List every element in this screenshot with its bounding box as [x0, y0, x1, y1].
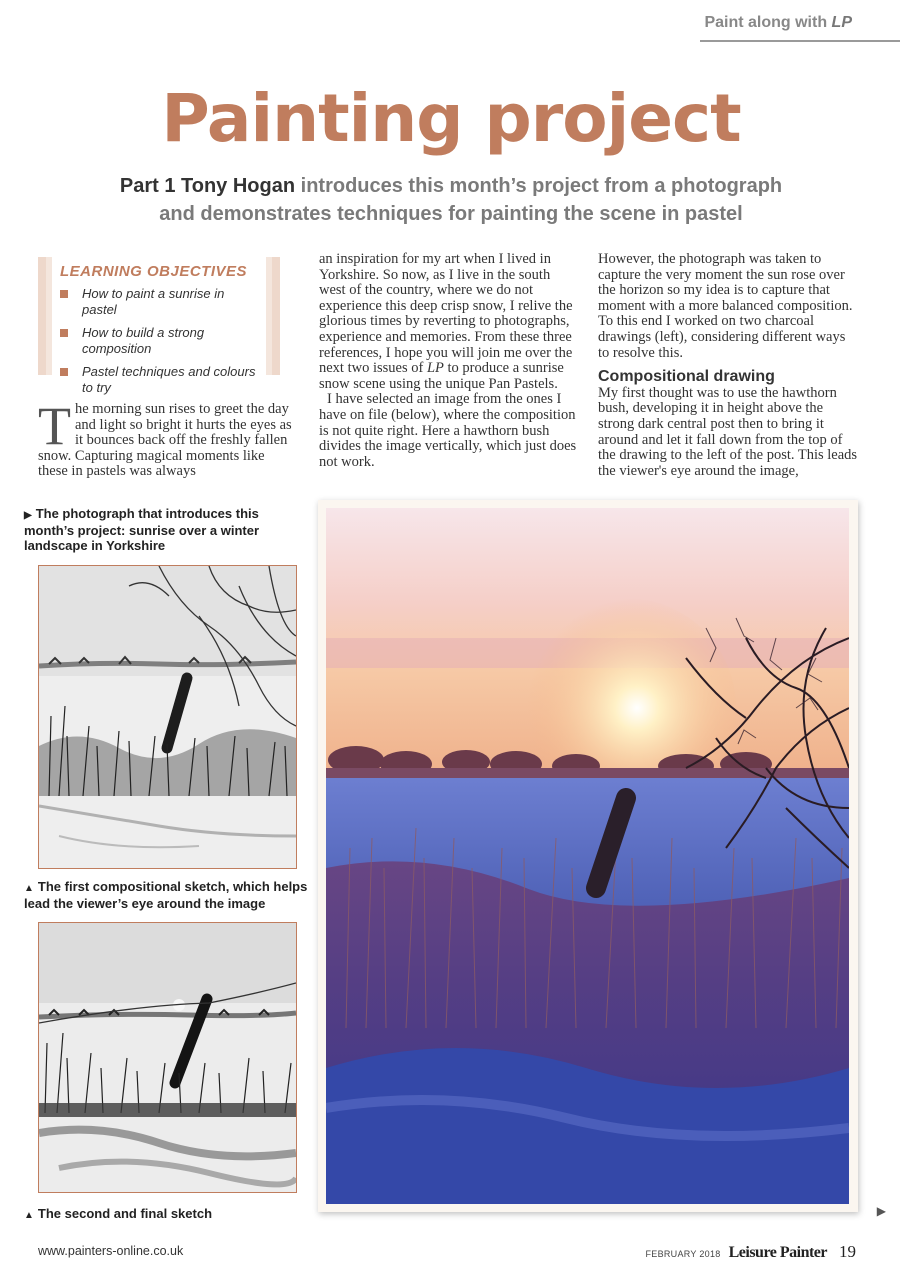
col2-paragraph-2: I have selected an image from the ones I have on file (below), where the composition is not quite right. Here a hawthorn bush divides the image vertically, which just does not work. — [319, 391, 577, 470]
objective-item: How to build a strong composition — [58, 325, 260, 357]
byline: Part 1 Tony Hogan — [119, 175, 296, 197]
section-tag — [700, 14, 900, 42]
bullet-square-icon — [60, 290, 68, 298]
col2-paragraph-1: an inspiration for my art when I lived in Yorkshire. So now, as I live in the south west of the country, where we do not experience this deep crisp snow, I relive the glorious times by reverting to photographs, experience and memories. From these three references, I hope you will join me over the next two issues of LP to produce a sunrise snow scene using the unique Pan Pastels. — [319, 251, 573, 392]
col3-paragraph-2: My first thought was to use the hawthorn bush, developing it in height above the strong dark central post then to bring it around and let it fall down from the top of the drawing to the left of the post. This leads the viewer's eye around the image, — [598, 384, 858, 479]
article-title: Painting project — [161, 80, 741, 157]
section-prefix: Paint along with — [704, 14, 832, 31]
body-column-3 — [598, 252, 858, 479]
triangle-up-icon: ▲ — [24, 883, 34, 894]
footer-url: www.painters-online.co.uk — [38, 1244, 184, 1258]
main-photo-frame — [318, 500, 858, 1212]
objective-item: How to paint a sunrise in pastel — [58, 286, 260, 318]
footer-folio — [645, 1242, 856, 1262]
standfirst — [80, 172, 822, 228]
next-page-arrow-icon: ▶ — [876, 1204, 886, 1218]
sunrise-snow-scene — [326, 508, 849, 1204]
standfirst-line1: introduces this month’s project from a photograph — [295, 175, 783, 197]
page-number: 19 — [839, 1242, 856, 1261]
sketch-1-image — [38, 565, 297, 869]
sketch-1-caption: ▲ The first compositional sketch, which helps lead the viewer’s eye around the image — [24, 879, 308, 911]
charcoal-sketch-2 — [39, 923, 296, 1192]
sketch-2-caption: ▲ The second and final sketch — [24, 1206, 213, 1221]
bullet-square-icon — [60, 368, 68, 376]
standfirst-line2: and demonstrates techniques for painting the scene in pastel — [159, 203, 743, 225]
objectives-list — [58, 286, 260, 396]
magazine-name: Leisure Painter — [728, 1244, 827, 1261]
objectives-heading: LEARNING OBJECTIVES — [60, 263, 248, 280]
lp-abbrev: LP — [426, 360, 444, 377]
col1-text: he morning sun rises to greet the day and light so bright it hurts the eyes as it bounces back off the freshly fallen snow. Capturing magical moments like these in pastels was always — [38, 401, 292, 480]
charcoal-sketch-1 — [39, 566, 296, 868]
sunrise-photograph — [326, 508, 849, 1204]
body-column-1 — [38, 396, 294, 480]
col3-paragraph-1: However, the photograph was taken to capture the very moment the sun rose over the horizon so my idea is to capture that moment with a more balanced composition. To this end I worked on two charcoal drawings (left), considering different ways to resolve this. — [598, 251, 853, 361]
objective-item: Pastel techniques and colours to try — [58, 364, 260, 396]
learning-objectives-box — [38, 257, 280, 395]
drop-cap: T — [38, 396, 71, 456]
issue-date: FEBRUARY 2018 — [645, 1249, 721, 1259]
body-column-2 — [319, 252, 577, 470]
subheading: Compositional drawing — [598, 368, 775, 386]
section-brand: LP — [831, 14, 852, 31]
bullet-square-icon — [60, 329, 68, 337]
photo-caption: ▶ The photograph that introduces this month’s project: sunrise over a winter landscape in Yorkshire — [24, 506, 260, 553]
triangle-up-icon: ▲ — [24, 1210, 34, 1221]
triangle-right-icon: ▶ — [24, 510, 32, 521]
sketch-2-image — [38, 922, 297, 1193]
